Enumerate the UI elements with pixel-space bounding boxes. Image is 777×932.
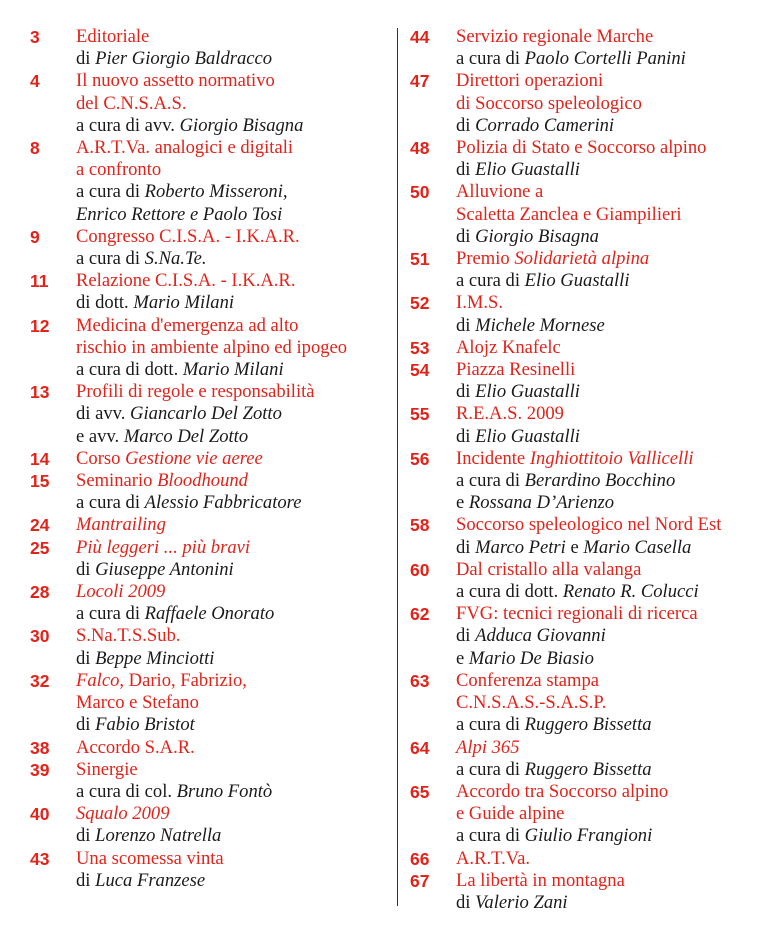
- entry-author-text: di dott.: [76, 292, 134, 314]
- entry-author-line: [76, 603, 392, 625]
- toc-entry[interactable]: [30, 759, 392, 803]
- entry-author-text: Giorgio Bisagna: [475, 225, 599, 247]
- page-number: 30: [30, 626, 50, 647]
- entry-author-text: di: [76, 869, 96, 891]
- page-number: 32: [30, 670, 50, 691]
- entry-author-text: Pier Giorgio Baldracco: [95, 48, 273, 70]
- page-number: 64: [410, 737, 430, 758]
- entry-title-text: Gestione vie aeree: [125, 447, 263, 469]
- entry-author-text: Raffaele Onorato: [144, 603, 275, 625]
- toc-entry[interactable]: [410, 26, 770, 70]
- entry-author-text: di: [456, 114, 476, 136]
- entry-title-line: [456, 204, 770, 226]
- entry-author-text: di: [456, 891, 476, 913]
- toc-entry[interactable]: [410, 337, 770, 359]
- toc-entry[interactable]: [30, 581, 392, 625]
- entry-title-text: Seminario: [76, 470, 158, 492]
- entry-title-line: [76, 670, 392, 692]
- entry-title-text: A.R.T.Va. analogici e digitali: [76, 137, 294, 159]
- page-number: 51: [410, 249, 430, 270]
- page-number: 25: [30, 537, 50, 558]
- entry-title-text: Piazza Resinelli: [456, 359, 576, 381]
- entry-author-line: [456, 714, 770, 736]
- entry-author-line: [76, 359, 392, 381]
- entry-author-line: [456, 759, 770, 781]
- page-number: 67: [410, 870, 430, 891]
- entry-author-text: Renato R. Colucci: [562, 581, 699, 603]
- entry-title-line: [76, 26, 392, 48]
- entry-author-text: Elio Guastalli: [475, 159, 580, 181]
- entry-author-text: Ruggero Bissetta: [524, 714, 652, 736]
- page-number: 14: [30, 448, 50, 469]
- entry-author-line: [76, 559, 392, 581]
- entry-title-line: [456, 803, 770, 825]
- page-number: 28: [30, 582, 50, 603]
- toc-entry[interactable]: [410, 870, 770, 914]
- entry-author-line: [456, 492, 770, 514]
- entry-author-text: Mario Milani: [182, 359, 284, 381]
- entry-title-line: [76, 381, 392, 403]
- entry-title-text: Accordo tra Soccorso alpino: [456, 780, 669, 802]
- entry-title-line: [76, 226, 392, 248]
- entry-author-text: a cura di: [456, 714, 525, 736]
- entry-author-line: [76, 181, 392, 203]
- page-number: 43: [30, 848, 50, 869]
- entry-author-text: Michele Mornese: [475, 314, 605, 336]
- entry-title-line: [456, 848, 770, 870]
- page-number: 65: [410, 781, 430, 802]
- entry-author-line: [456, 381, 770, 403]
- toc-entry[interactable]: [30, 848, 392, 892]
- page-number: 50: [410, 182, 430, 203]
- entry-author-text: Luca Franzese: [95, 869, 206, 891]
- entry-title-text: Squalo 2009: [76, 803, 170, 825]
- entry-author-line: [456, 226, 770, 248]
- page-number: 48: [410, 138, 430, 159]
- page-number: 38: [30, 737, 50, 758]
- toc-entry[interactable]: [410, 70, 770, 137]
- entry-author-text: a cura di dott.: [456, 581, 563, 603]
- entry-title-text: Il nuovo assetto normativo: [76, 70, 275, 92]
- entry-title-text: Dal cristallo alla valanga: [456, 558, 642, 580]
- entry-title-line: [456, 870, 770, 892]
- entry-title-text: rischio in ambiente alpino ed ipogeo: [76, 336, 348, 358]
- entry-author-line: [456, 159, 770, 181]
- entry-title-text: Servizio regionale Marche: [456, 26, 654, 47]
- page-number: 60: [410, 559, 430, 580]
- page-number: 8: [30, 138, 40, 159]
- entry-author-line: [76, 48, 392, 70]
- entry-author-line: [76, 403, 392, 425]
- entry-author-text: Marco Del Zotto: [123, 425, 249, 447]
- page-number: 9: [30, 226, 40, 247]
- entry-title-line: [456, 448, 770, 470]
- entry-author-line: [76, 870, 392, 892]
- entry-title-text: Scaletta Zanclea e Giampilieri: [456, 203, 682, 225]
- entry-title-line: [76, 514, 392, 536]
- entry-title-line: [76, 70, 392, 92]
- toc-column-left: [30, 26, 392, 892]
- toc-entry[interactable]: [410, 181, 770, 248]
- entry-author-text: a cura di: [76, 603, 145, 625]
- entry-title-line: [456, 737, 770, 759]
- entry-author-line: [76, 292, 392, 314]
- entry-author-line: [456, 315, 770, 337]
- toc-entry[interactable]: [30, 137, 392, 226]
- toc-entry[interactable]: [30, 803, 392, 847]
- entry-author-text: Alessio Fabbricatore: [144, 492, 302, 514]
- page-number: 44: [410, 27, 430, 47]
- entry-title-text: di Soccorso speleologico: [456, 92, 642, 114]
- entry-author-text: Giuseppe Antonini: [95, 558, 234, 580]
- entry-title-text: C.N.S.A.S.-S.A.S.P.: [456, 692, 607, 714]
- entry-title-text: e Guide alpine: [456, 803, 565, 825]
- entry-title-line: [76, 581, 392, 603]
- page-number: 3: [30, 27, 40, 47]
- page-number: 56: [410, 448, 430, 469]
- page-number: 39: [30, 759, 50, 780]
- page-number: 24: [30, 515, 50, 536]
- entry-title-text: Direttori operazioni: [456, 70, 604, 92]
- entry-title-text: Profili di regole e responsabilità: [76, 381, 315, 403]
- toc-entry[interactable]: [30, 70, 392, 137]
- toc-entry[interactable]: [30, 625, 392, 669]
- toc-entry[interactable]: [410, 403, 770, 447]
- entry-title-line: [76, 270, 392, 292]
- page-number: 13: [30, 382, 50, 403]
- toc-entry[interactable]: [30, 514, 392, 536]
- entry-title-text: Premio: [456, 248, 515, 270]
- toc-entry[interactable]: [410, 848, 770, 870]
- entry-title-line: [456, 514, 770, 536]
- entry-author-line: [76, 115, 392, 137]
- entry-author-text: Ruggero Bissetta: [524, 758, 652, 780]
- entry-title-text: Conferenza stampa: [456, 669, 600, 691]
- toc-entry[interactable]: [30, 470, 392, 514]
- entry-title-text: Marco e Stefano: [76, 692, 199, 714]
- toc-entry[interactable]: [410, 292, 770, 336]
- entry-title-line: [76, 337, 392, 359]
- entry-author-line: [76, 648, 392, 670]
- entry-author-line: [456, 581, 770, 603]
- entry-author-text: Bruno Fontò: [176, 780, 273, 802]
- toc-entry[interactable]: [410, 248, 770, 292]
- toc-entry[interactable]: [30, 270, 392, 314]
- entry-author-text: e: [456, 647, 469, 669]
- entry-author-text: di: [456, 625, 476, 647]
- entry-author-text: Valerio Zani: [475, 891, 568, 913]
- entry-title-line: [76, 537, 392, 559]
- entry-title-text: Accordo S.A.R.: [76, 736, 195, 758]
- entry-author-line: [76, 248, 392, 270]
- entry-title-line: [456, 93, 770, 115]
- entry-author-text: di: [76, 48, 96, 70]
- entry-title-line: [456, 337, 770, 359]
- entry-title-text: Corso: [76, 447, 126, 469]
- entry-title-line: [76, 93, 392, 115]
- entry-author-text: Roberto Misseroni,: [144, 181, 288, 203]
- page-number: 55: [410, 404, 430, 425]
- entry-author-text: e: [456, 492, 469, 514]
- toc-entry[interactable]: [410, 737, 770, 781]
- entry-title-line: [76, 625, 392, 647]
- entry-title-text: Soccorso speleologico nel Nord Est: [456, 514, 722, 536]
- entry-author-text: Mario De Biasio: [468, 647, 594, 669]
- entry-author-text: Giancarlo Del Zotto: [130, 403, 282, 425]
- entry-title-line: [456, 559, 770, 581]
- entry-title-line: [456, 137, 770, 159]
- column-divider: [397, 28, 398, 906]
- entry-title-text: Solidarietà alpina: [514, 248, 650, 270]
- entry-author-line: [76, 714, 392, 736]
- entry-author-text: a cura di: [456, 825, 525, 847]
- entry-author-text: di avv.: [76, 403, 131, 425]
- entry-author-text: a cura di: [456, 470, 525, 492]
- entry-title-text: I.M.S.: [456, 292, 504, 314]
- entry-title-text: Una scomessa vinta: [76, 847, 224, 869]
- entry-author-text: a cura di: [76, 492, 145, 514]
- entry-title-text: Relazione C.I.S.A. - I.K.A.R.: [76, 270, 296, 292]
- entry-author-line: [456, 825, 770, 847]
- entry-author-text: di: [76, 647, 96, 669]
- page-number: 4: [30, 71, 40, 92]
- entry-title-line: [76, 315, 392, 337]
- entry-title-text: A.R.T.Va.: [456, 847, 531, 869]
- entry-author-text: e avv.: [76, 425, 124, 447]
- entry-title-line: [76, 470, 392, 492]
- page-number: 66: [410, 848, 430, 869]
- entry-author-line: [76, 426, 392, 448]
- page-number: 53: [410, 337, 430, 358]
- entry-title-text: Congresso C.I.S.A. - I.K.A.R.: [76, 225, 300, 247]
- entry-author-text: Elio Guastalli: [475, 425, 580, 447]
- entry-author-text: di: [76, 825, 96, 847]
- entry-author-text: Mario Milani: [133, 292, 235, 314]
- entry-author-line: [456, 648, 770, 670]
- page-number: 52: [410, 293, 430, 314]
- entry-author-text: Paolo Cortelli Panini: [524, 48, 686, 70]
- entry-author-text: a cura di: [76, 181, 145, 203]
- page-number: 11: [30, 271, 49, 292]
- entry-author-text: Berardino Bocchino: [524, 470, 676, 492]
- entry-author-line: [76, 825, 392, 847]
- entry-title-text: Locoli 2009: [76, 581, 166, 603]
- entry-author-text: Lorenzo Natrella: [95, 825, 222, 847]
- toc-entry[interactable]: [30, 737, 392, 759]
- entry-author-line: [456, 115, 770, 137]
- entry-title-text: Più leggeri ... più bravi: [76, 536, 251, 558]
- page-number: 63: [410, 670, 430, 691]
- entry-author-line: [76, 781, 392, 803]
- entry-author-text: a cura di: [456, 758, 525, 780]
- entry-title-line: [76, 737, 392, 759]
- page-number: 62: [410, 604, 430, 625]
- page-number: 47: [410, 71, 430, 92]
- entry-author-line: [456, 470, 770, 492]
- page-number: 12: [30, 315, 50, 336]
- entry-author-text: Elio Guastalli: [524, 270, 630, 292]
- toc-column-right: [410, 26, 770, 914]
- entry-title-line: [456, 181, 770, 203]
- entry-author-line: [456, 537, 770, 559]
- toc-entry[interactable]: [30, 537, 392, 581]
- entry-title-line: [456, 670, 770, 692]
- entry-title-line: [456, 248, 770, 270]
- entry-author-text: Fabio Bristot: [95, 714, 195, 736]
- entry-author-line: [456, 48, 770, 70]
- page-number: 58: [410, 515, 430, 536]
- page-number: 15: [30, 471, 50, 492]
- entry-author-text: Corrado Camerini: [475, 114, 615, 136]
- entry-author-text: Giorgio Bisagna: [179, 114, 304, 136]
- entry-title-line: [76, 692, 392, 714]
- entry-author-text: a cura di: [456, 270, 525, 292]
- entry-author-text: Enrico Rettore e Paolo Tosi: [76, 203, 283, 225]
- entry-title-text: Alojz Knafelc: [456, 336, 561, 358]
- entry-title-line: [76, 759, 392, 781]
- entry-title-line: [76, 159, 392, 181]
- entry-author-text: a cura di: [76, 248, 145, 270]
- entry-author-text: Giulio Frangioni: [524, 825, 653, 847]
- entry-author-line: [456, 892, 770, 914]
- entry-title-line: [76, 137, 392, 159]
- toc-entry[interactable]: [410, 781, 770, 848]
- entry-title-text: Bloodhound: [157, 470, 248, 492]
- entry-title-line: [456, 70, 770, 92]
- entry-author-text: di: [456, 225, 476, 247]
- entry-title-text: FVG: tecnici regionali di ricerca: [456, 603, 698, 625]
- entry-title-text: Polizia di Stato e Soccorso alpino: [456, 137, 707, 159]
- entry-author-line: [456, 270, 770, 292]
- toc-entry[interactable]: [410, 448, 770, 515]
- entry-author-line: [456, 625, 770, 647]
- entry-author-text: a cura di: [456, 48, 525, 70]
- entry-author-text: Mario Casella: [583, 536, 692, 558]
- toc-entry[interactable]: [30, 26, 392, 70]
- entry-title-text: , Dario, Fabrizio,: [119, 669, 247, 691]
- entry-author-text: di: [456, 314, 476, 336]
- entry-title-text: Editoriale: [76, 26, 150, 47]
- entry-title-text: Mantrailing: [76, 514, 166, 536]
- entry-author-text: di: [456, 425, 476, 447]
- entry-title-line: [456, 292, 770, 314]
- entry-author-text: a cura di avv.: [76, 114, 180, 136]
- entry-author-text: a cura di col.: [76, 780, 177, 802]
- entry-author-text: Rossana D’Arienzo: [468, 492, 615, 514]
- entry-title-line: [456, 359, 770, 381]
- entry-author-text: di: [456, 381, 476, 403]
- entry-title-text: S.Na.T.S.Sub.: [76, 625, 181, 647]
- toc-entry[interactable]: [30, 381, 392, 448]
- entry-title-text: Alpi 365: [456, 736, 520, 758]
- toc-entry[interactable]: [410, 559, 770, 603]
- entry-title-text: del C.N.S.A.S.: [76, 92, 187, 114]
- entry-title-text: a confronto: [76, 159, 162, 181]
- entry-author-text: di: [76, 558, 96, 580]
- entry-author-text: di: [456, 536, 476, 558]
- entry-title-text: Alluvione a: [456, 181, 544, 203]
- entry-author-text: Beppe Minciotti: [95, 647, 215, 669]
- entry-title-text: La libertà in montagna: [456, 869, 625, 891]
- entry-author-text: Marco Petri: [475, 536, 566, 558]
- entry-title-text: Sinergie: [76, 758, 138, 780]
- page-number: 54: [410, 360, 430, 381]
- toc-entry[interactable]: [410, 137, 770, 181]
- entry-title-text: Medicina d'emergenza ad alto: [76, 314, 299, 336]
- toc-entry[interactable]: [410, 670, 770, 737]
- toc-entry[interactable]: [30, 670, 392, 737]
- entry-author-text: Elio Guastalli: [475, 381, 580, 403]
- entry-author-text: di: [76, 714, 96, 736]
- toc-entry[interactable]: [410, 359, 770, 403]
- entry-title-line: [76, 848, 392, 870]
- entry-author-line: [456, 426, 770, 448]
- entry-title-text: R.E.A.S. 2009: [456, 403, 564, 425]
- entry-author-line: [76, 492, 392, 514]
- toc-entry[interactable]: [410, 603, 770, 670]
- entry-title-line: [456, 26, 770, 48]
- page-number: 40: [30, 804, 50, 825]
- entry-title-line: [456, 403, 770, 425]
- entry-title-line: [456, 692, 770, 714]
- toc-entry[interactable]: [410, 514, 770, 558]
- entry-title-line: [456, 781, 770, 803]
- entry-title-line: [76, 803, 392, 825]
- toc-entry[interactable]: [30, 226, 392, 270]
- entry-author-text: a cura di dott.: [76, 359, 183, 381]
- entry-title-line: [76, 448, 392, 470]
- entry-title-text: Falco: [76, 669, 120, 691]
- entry-title-text: Inghiottitoio Vallicelli: [529, 447, 694, 469]
- entry-author-text: Adduca Giovanni: [475, 625, 606, 647]
- entry-author-text: di: [456, 159, 476, 181]
- toc-entry[interactable]: [30, 448, 392, 470]
- entry-author-text: e: [565, 536, 584, 558]
- entry-title-line: [456, 603, 770, 625]
- toc-entry[interactable]: [30, 315, 392, 382]
- entry-title-text: Incidente: [456, 447, 530, 469]
- entry-author-line: [76, 204, 392, 226]
- entry-author-text: S.Na.Te.: [144, 248, 207, 270]
